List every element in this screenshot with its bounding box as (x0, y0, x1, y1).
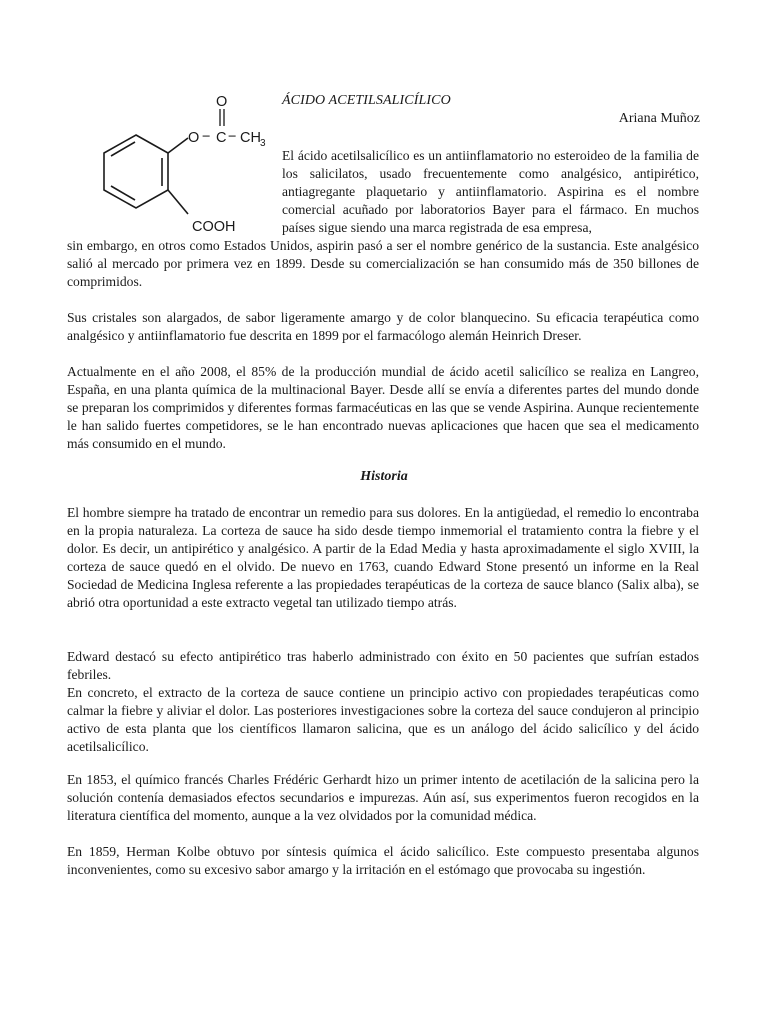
crystals-paragraph: Sus cristales son alargados, de sabor ligeramente amargo y de color blanquecino. Su eficacia terapéutica como analgésico y antiinflamatorio fue descrita en 1899 por el farmacólogo alemán Heinrich Dreser. (67, 310, 699, 343)
history-paragraph-5: En 1859, Herman Kolbe obtuvo por síntesis química el ácido salicílico. Este compuesto presentaba algunos inconvenientes, como su excesivo sabor amargo y la irritación en el estómago que provocaba su ingestión. (67, 844, 699, 877)
author-name: Ariana Muñoz (618, 111, 700, 126)
bond-dash-2: − (228, 129, 237, 145)
production-paragraph: Actualmente en el año 2008, el 85% de la producción mundial de ácido acetil salicílico se realiza en Langreo, España, en una planta química de la multinacional Bayer. Desde allí se envía a diferentes partes del mundo donde se preparan los comprimidos y diferentes formas farmacéuticas en las que se vende Aspirina. Aunque recientemente le han salido fuertes competidores, se le han encontrado nuevas aplicaciones que hacen que sea el medicamento más consumido en el mundo. (67, 364, 699, 451)
double-bond-bottom-left (111, 186, 135, 200)
document-title: ÁCIDO ACETILSALICÍLICO (282, 93, 451, 108)
history-paragraph-2: Edward destacó su efecto antipirético tras haberlo administrado con éxito en 50 pacientes que sufrían estados febriles. (67, 649, 699, 682)
ester-bond (168, 138, 188, 153)
methyl-subscript: 3 (260, 138, 266, 149)
history-paragraph-3: En concreto, el extracto de la corteza de sauce contiene un principio activo con propiedades terapéuticas como calmar la fiebre y aliviar el dolor. Las posteriores investigaciones sobre la corteza del sauce condujeron al principio activo de esta planta que los científicos llamaron salicina, que es un análogo del ácido salicílico y del ácido acetilsalicílico. (67, 685, 699, 754)
double-bond-top-left (111, 142, 135, 156)
intro-paragraph-top: El ácido acetilsalicílico es un antiinflamatorio no esteroideo de la familia de los salicilatos, usado frecuentemente como analgésico, antipirético, antiagregante plaquetario y antiinflamatorio. Aspirina es el nombre comercial acuñado por laboratorios Bayer para el fármaco. En muchos países sigue siendo una marca registrada de esa empresa, (282, 148, 699, 235)
carboxyl-group-label: COOH (192, 219, 236, 235)
section-heading-history: Historia (360, 469, 408, 484)
bond-dash-1: − (202, 129, 211, 145)
intro-paragraph-bottom: sin embargo, en otros como Estados Unidos, aspirin pasó a ser el nombre genérico de la sustancia. Este analgésico salió al mercado por primera vez en 1899. Desde su comercialización se han consumido más de 350 billones de comprimidos. (67, 238, 699, 289)
history-paragraph-1: El hombre siempre ha tratado de encontrar un remedio para sus dolores. En la antigüedad, el remedio lo encontraba en la propia naturaleza. La corteza de sauce ha sido desde tiempo inmemorial el tratamiento contra la fiebre y el dolor. Es decir, un antipirético y analgésico. A partir de la Edad Media y hasta aproximadamente el siglo XVIII, la corteza de sauce quedó en el olvido. De nuevo en 1763, cuando Edward Stone presentó un informe en la Real Sociedad de Medicina Inglesa referente a las propiedades terapéuticas de la corteza de sauce blanco (Salix alba), se abrió otra oportunidad a este extracto vegetal tan utilizado tiempo atrás. (67, 505, 699, 610)
carbon-label: C (216, 130, 227, 146)
chemical-structure-diagram (64, 90, 276, 240)
acetylsalicylic-acid-structure (64, 90, 276, 240)
methyl-label: CH (240, 130, 261, 146)
carbonyl-oxygen-label: O (216, 94, 228, 110)
benzene-ring (104, 135, 168, 208)
ester-oxygen-label: O (188, 130, 200, 146)
history-paragraph-4: En 1853, el químico francés Charles Frédéric Gerhardt hizo un primer intento de acetilación de la salicina pero la solución contenía demasiados efectos secundarios e impurezas. Aún así, sus experimentos fueron recogidos en la literatura científica del momento, aunque a la vez olvidados por la comunidad médica. (67, 772, 699, 823)
carboxyl-bond (168, 190, 188, 214)
